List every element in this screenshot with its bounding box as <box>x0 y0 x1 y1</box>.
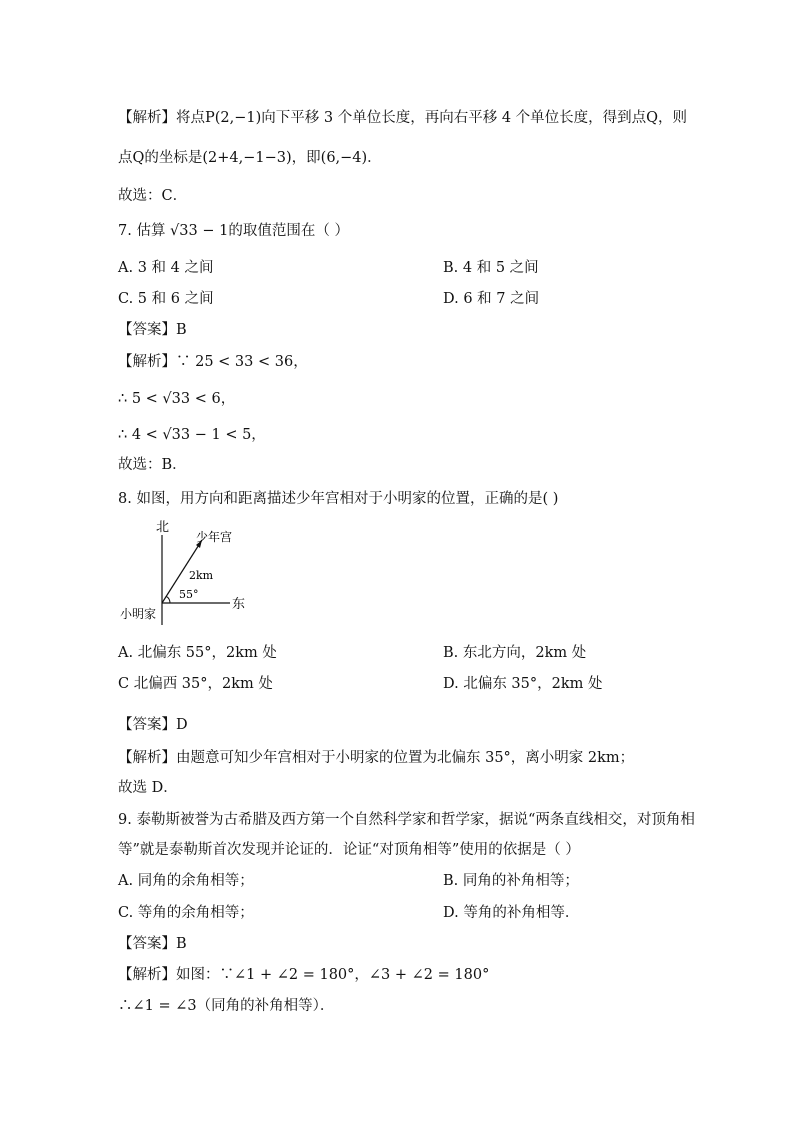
q8-option-c: C 北偏西 35°，2km 处 <box>118 676 273 692</box>
q9-stem-line2: 等”就是泰勒斯首次发现并论证的．论证“对顶角相等”使用的依据是（ ） <box>118 842 580 858</box>
direction-figure <box>110 515 260 630</box>
q7-solution-line3: ∴ 4 < √33 − 1 < 5， <box>118 427 266 443</box>
east-label: 东 <box>232 597 246 612</box>
q8-option-d: D. 北偏东 35°，2km 处 <box>443 676 603 692</box>
q7-option-c: C. 5 和 6 之间 <box>118 291 214 307</box>
angle-arc <box>166 596 170 603</box>
q8-option-a: A. 北偏东 55°，2km 处 <box>118 645 277 661</box>
q9-solution-line1: 【解析】如图：∵∠1 + ∠2 = 180°，∠3 + ∠2 = 180° <box>118 967 490 983</box>
q6-choice-line: 故选：C． <box>118 188 188 204</box>
q6-solution-line1: 【解析】将点P(2,−1)向下平移 3 个单位长度，再向右平移 4 个单位长度，得到点Q，则 <box>118 110 688 126</box>
distance-label: 2km <box>189 569 214 582</box>
q9-stem-line1: 9. 泰勒斯被誉为古希腊及西方第一个自然科学家和哲学家，据说“两条直线相交，对顶角相 <box>118 812 695 828</box>
q7-option-b: B. 4 和 5 之间 <box>443 260 539 276</box>
q8-stem: 8. 如图，用方向和距离描述少年宫相对于小明家的位置，正确的是( ) <box>118 491 559 507</box>
q6-solution-line2: 点Q的坐标是(2+4,−1−3)，即(6,−4)． <box>118 150 382 166</box>
q7-stem: 7. 估算 √33 − 1的取值范围在（ ） <box>118 223 349 239</box>
q7-solution-line1: 【解析】∵ 25 < 33 < 36， <box>118 354 308 370</box>
q7-solution-line2: ∴ 5 < √33 < 6， <box>118 391 236 407</box>
q8-answer: 【答案】D <box>118 717 188 733</box>
q8-solution-line1: 【解析】由题意可知少年宫相对于小明家的位置为北偏东 35°，离小明家 2km； <box>118 750 635 766</box>
q9-option-b: B. 同角的补角相等； <box>443 873 579 889</box>
q8-choice-line: 故选 D． <box>118 780 178 796</box>
q9-option-a: A. 同角的余角相等； <box>118 873 254 889</box>
home-label: 小明家 <box>120 607 157 621</box>
q9-answer: 【答案】B <box>118 936 187 952</box>
q7-answer: 【答案】B <box>118 322 187 338</box>
q7-option-d: D. 6 和 7 之间 <box>443 291 540 307</box>
north-label: 北 <box>156 520 170 535</box>
q9-option-d: D. 等角的补角相等． <box>443 905 580 921</box>
palace-label: 少年宫 <box>196 530 233 544</box>
q8-option-b: B. 东北方向，2km 处 <box>443 645 587 661</box>
q7-option-a: A. 3 和 4 之间 <box>118 260 214 276</box>
q9-option-c: C. 等角的余角相等； <box>118 905 254 921</box>
q9-solution-line2: ∴∠1 = ∠3（同角的补角相等）． <box>118 998 335 1014</box>
q7-choice-line: 故选：B． <box>118 457 187 473</box>
angle-label: 55° <box>179 588 199 601</box>
